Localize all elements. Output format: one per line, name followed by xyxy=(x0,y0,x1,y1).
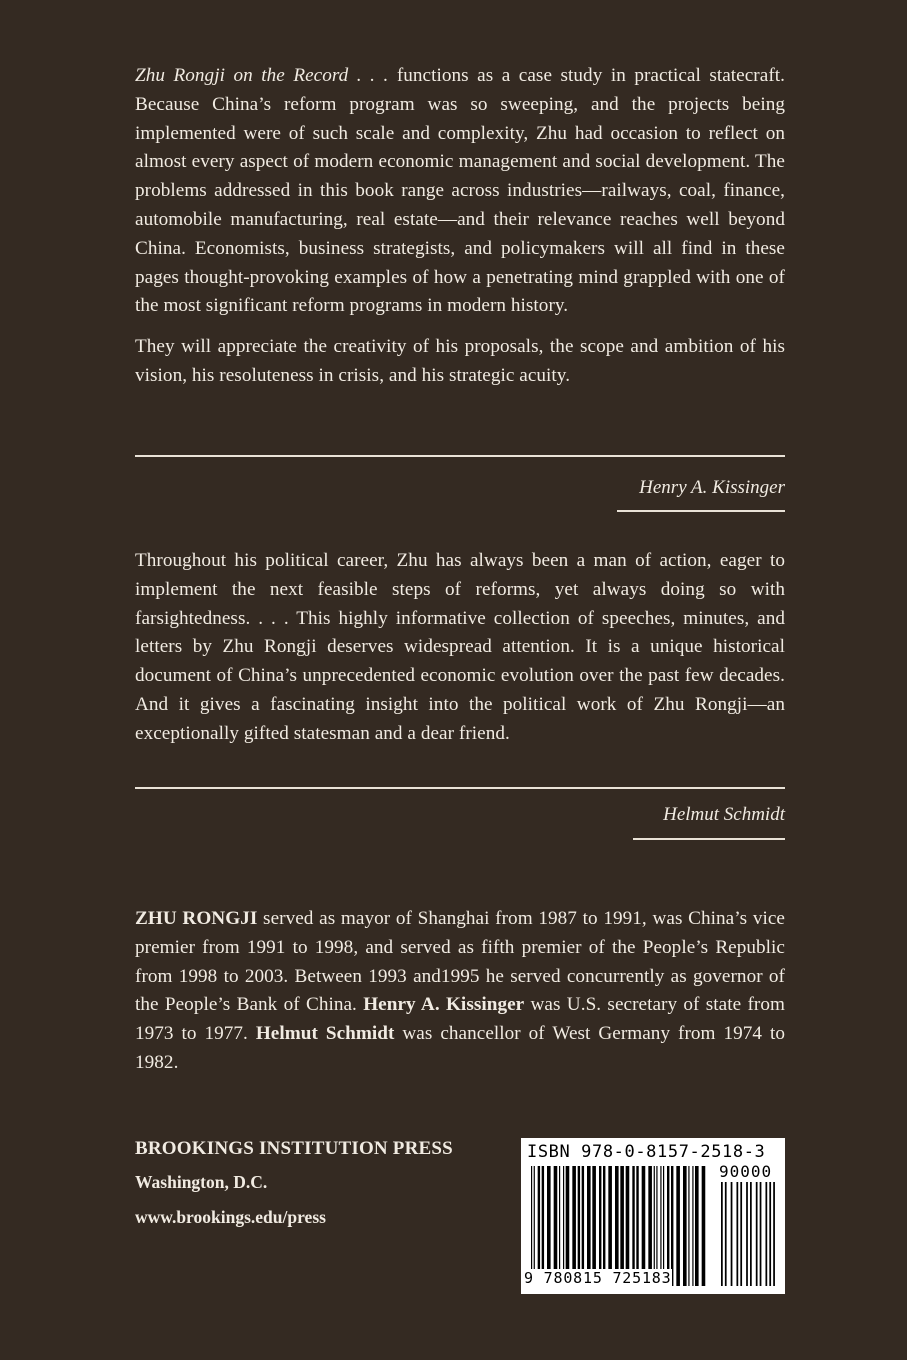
barcode-bar xyxy=(572,1166,576,1286)
barcode-bar xyxy=(750,1182,752,1286)
barcode-bar xyxy=(656,1166,657,1286)
barcode-bar xyxy=(688,1166,689,1286)
barcode-bar xyxy=(542,1166,544,1286)
kissinger-quote-text: functions as a case study in practical statecraft. Because China’s reform program was so sweeping, and the projects being implemented were of such scale and complexity, Zhu had occasion to reflect on almost every aspect of modern economic management and social development. The problems addressed in this book range across industries—railways, coal, finance, automobile manufacturing, real estate—and their relevance reaches well beyond China. Economists, business strategists, and policymakers will all find in these pages thought-provoking examples of how a penetrating mind grappled with one of the most significant reform programs in modern history. xyxy=(135,65,785,317)
barcode-bar xyxy=(620,1166,624,1286)
kissinger-quote-paragraph-2: They will appreciate the creativity of his proposals, the scope and ambition of his vision, his resoluteness in crisis, and his strategic acuity. xyxy=(135,336,785,386)
bio-text-schmidt: was chancellor of West Germany from 1974 to 1982. xyxy=(135,1023,786,1073)
isbn-barcode xyxy=(521,1138,785,1294)
barcode-bar xyxy=(660,1166,661,1286)
barcode-bar xyxy=(603,1166,605,1286)
barcode-bar xyxy=(566,1166,570,1286)
barcode-bar xyxy=(654,1166,655,1286)
barcode-bar xyxy=(695,1166,699,1286)
barcode-bar xyxy=(765,1182,767,1286)
barcode-bar xyxy=(721,1182,723,1286)
author-bio xyxy=(135,905,785,1078)
barcode-bar xyxy=(736,1182,738,1286)
barcode-bar xyxy=(582,1166,584,1286)
kissinger-quote-paragraph-1 xyxy=(135,62,785,321)
barcode-bar xyxy=(667,1166,669,1286)
barcode-bar xyxy=(642,1166,646,1286)
barcode-bar xyxy=(531,1166,532,1286)
barcode-bar xyxy=(608,1166,612,1286)
barcode-bar xyxy=(760,1182,762,1286)
bio-paragraph xyxy=(135,905,785,1078)
bio-text-zhu: served as mayor of Shanghai from 1987 to 1991, was China’s vice premier from 1991 to 1998, and served as fifth premier of the People’s Republic from 1998 to 2003. Between 1993 and1995 he served concurrently as governor of the People’s Bank of China. xyxy=(135,908,786,1016)
barcode-bar xyxy=(599,1166,601,1286)
barcode-bar xyxy=(592,1166,596,1286)
price-addon-number: 90000 xyxy=(719,1162,773,1181)
barcode-bar xyxy=(534,1166,535,1286)
barcode-bar xyxy=(725,1182,727,1286)
barcode-bar xyxy=(740,1182,742,1286)
barcode-bar xyxy=(547,1166,551,1286)
barcode-bar xyxy=(578,1166,580,1286)
barcode-bar xyxy=(559,1166,560,1286)
barcode-bar xyxy=(702,1166,706,1286)
barcode-bar xyxy=(671,1166,673,1286)
schmidt-quote xyxy=(135,547,785,749)
publisher-url: www.brookings.edu/press xyxy=(135,1207,326,1227)
barcode-bar xyxy=(683,1166,687,1286)
kissinger-quote xyxy=(135,62,785,391)
barcode-bar xyxy=(731,1182,733,1286)
barcode-bar xyxy=(692,1166,693,1286)
barcode-bar xyxy=(615,1166,619,1286)
quote-divider-2 xyxy=(135,787,785,789)
barcode-bar xyxy=(769,1182,771,1286)
schmidt-attribution: Helmut Schmidt xyxy=(663,804,785,825)
attribution-underline-2 xyxy=(633,838,785,840)
bio-name-kissinger: Henry A. Kissinger xyxy=(363,994,525,1016)
barcode-bar xyxy=(773,1182,775,1286)
barcode-bar xyxy=(554,1166,558,1286)
attribution-underline-1 xyxy=(617,510,785,512)
barcode-bar xyxy=(648,1166,652,1286)
barcode-bar xyxy=(636,1166,638,1286)
bio-name-schmidt: Helmut Schmidt xyxy=(255,1023,395,1045)
isbn-label: ISBN 978-0-8157-2518-3 xyxy=(527,1142,766,1162)
schmidt-quote-paragraph: Throughout his political career, Zhu has always been a man of action, eager to implement the next feasible steps of reforms, yet always doing so with farsightedness. . . . This highly informative collection of speeches, minutes, and letters by Zhu Rongji deserves widespread attention. It is a unique historical document of China’s unprecedented economic evolution over the past few decades. And it gives a fascinating insight into the political work of Zhu Rongji—an exceptionally gifted statesman and a dear friend. xyxy=(135,550,785,744)
barcode-bar xyxy=(746,1182,748,1286)
barcode-bar xyxy=(538,1166,540,1286)
barcode-bar xyxy=(663,1166,664,1286)
kissinger-attribution: Henry A. Kissinger xyxy=(639,477,785,498)
barcode-bar xyxy=(626,1166,630,1286)
publisher-city: Washington, D.C. xyxy=(135,1172,268,1192)
ean-barcode-bars xyxy=(531,1166,707,1286)
quote-divider-1 xyxy=(135,455,785,457)
ean-number: 9 780815 725183 xyxy=(524,1269,672,1287)
barcode-bar xyxy=(587,1166,591,1286)
bio-name-zhu: ZHU RONGJI xyxy=(135,908,258,929)
barcode-bar xyxy=(676,1166,680,1286)
addon-barcode-bars xyxy=(721,1182,779,1286)
bio-text-kissinger: was U.S. secretary of state from 1973 to 1977. xyxy=(135,994,785,1045)
book-title-italic: Zhu Rongji on the Record . . . xyxy=(135,65,389,86)
barcode-bar xyxy=(756,1182,758,1286)
barcode-bar xyxy=(632,1166,634,1286)
publisher-name: BROOKINGS INSTITUTION PRESS xyxy=(135,1138,453,1159)
barcode-bar xyxy=(563,1166,564,1286)
